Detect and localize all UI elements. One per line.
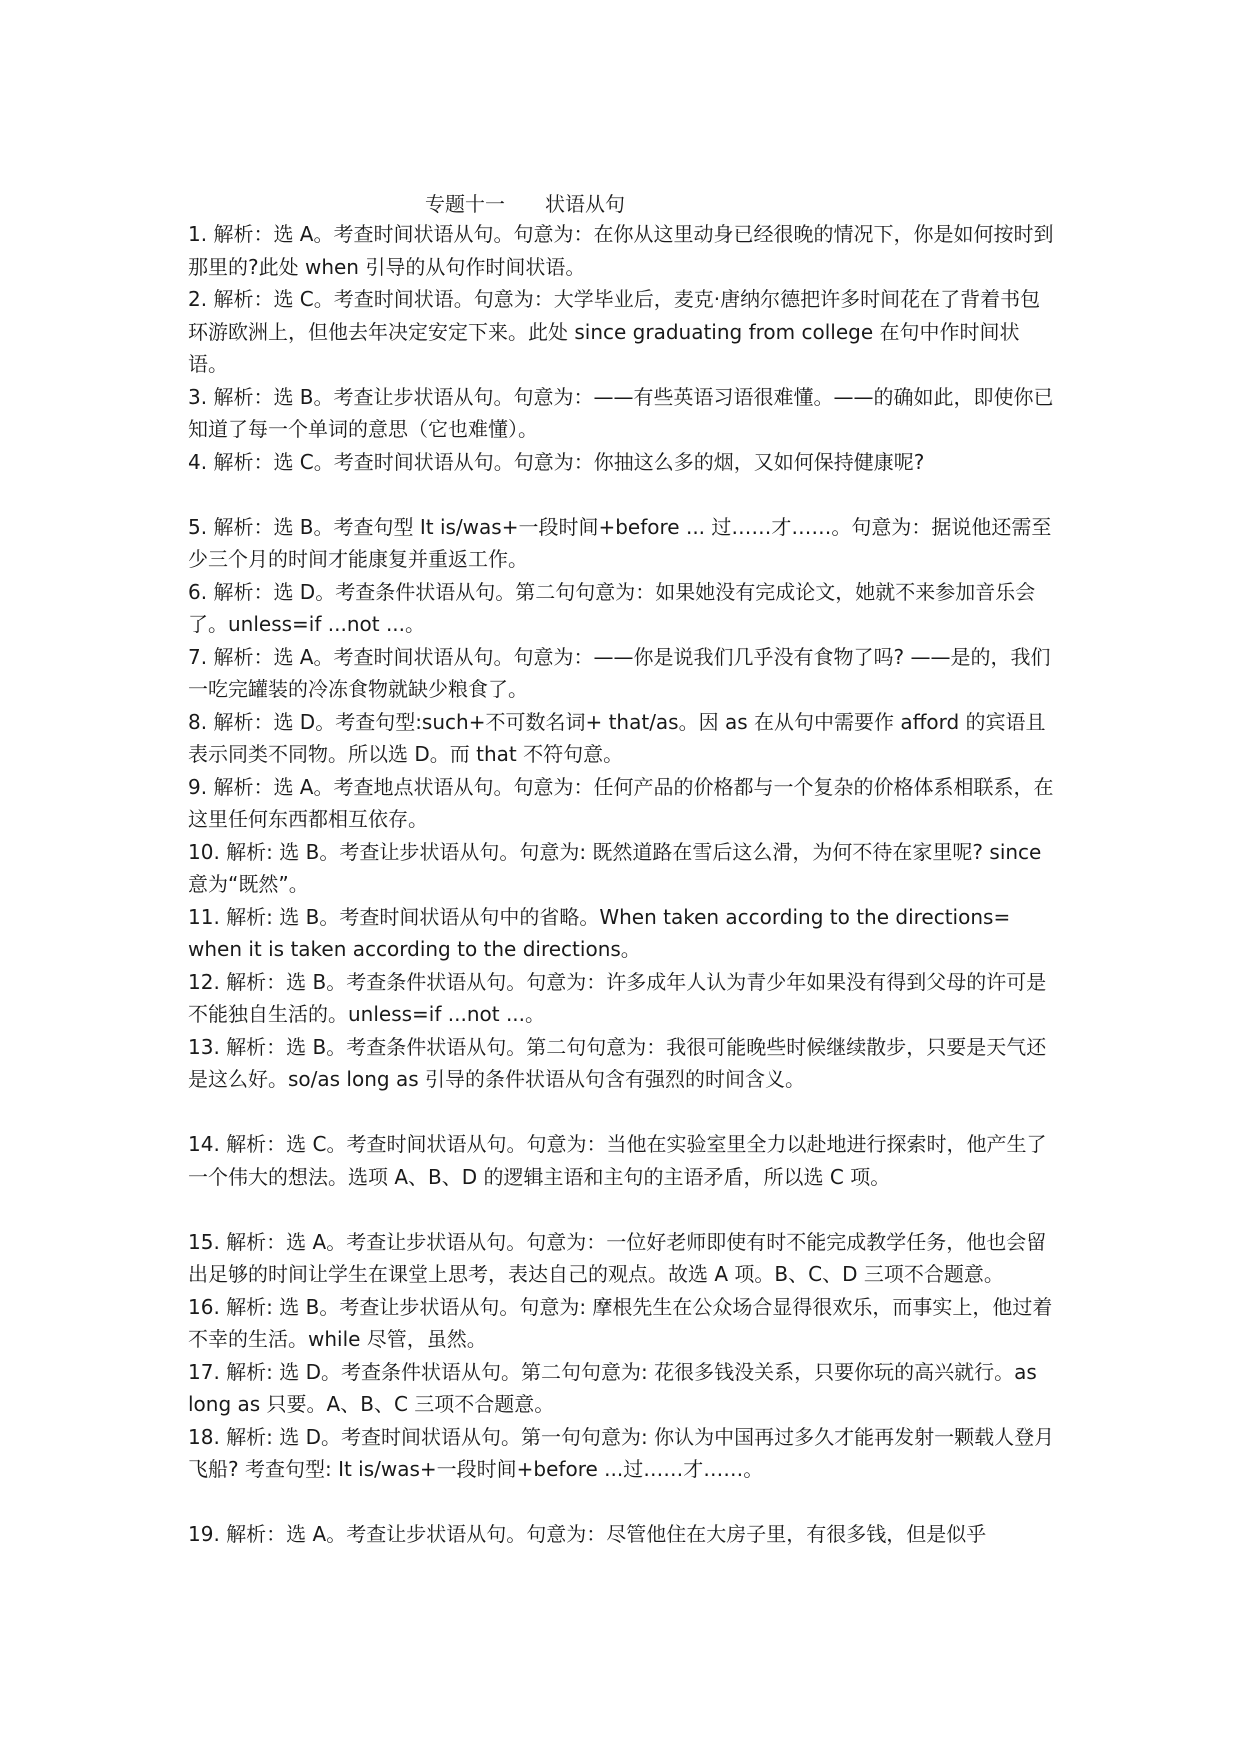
answer-item: 19. 解析：选 A。考查让步状语从句。句意为：尽管他住在大房子里，有很多钱，但是似乎 <box>188 1522 987 1546</box>
answer-item: 16. 解析: 选 B。考查让步状语从句。句意为: 摩根先生在公众场合显得很欢乐，而事实上，他过着不幸的生活。while 尽管，虽然。 <box>188 1294 1053 1351</box>
blank-line <box>188 1486 1058 1519</box>
blank-line <box>188 1096 1058 1129</box>
answer-item: 17. 解析: 选 D。考查条件状语从句。第二句句意为: 花很多钱没关系，只要你玩的高兴就行。as long as 只要。A、B、C 三项不合题意。 <box>188 1359 1037 1416</box>
answer-list <box>188 218 1058 1551</box>
answer-item: 13. 解析：选 B。考查条件状语从句。第二句句意为：我很可能晚些时候继续散步，只要是天气还是这么好。so/as long as 引导的条件状语从句含有强烈的时间含义。 <box>188 1034 1047 1091</box>
answer-item: 5. 解析：选 B。考查句型 It is/was+一段时间+before ... 过……才……。句意为：据说他还需至少三个月的时间才能康复并重返工作。 <box>188 514 1052 571</box>
answer-item: 10. 解析: 选 B。考查让步状语从句。句意为: 既然道路在雪后这么滑，为何不待在家里呢? since 意为“既然”。 <box>188 839 1042 896</box>
answer-item: 6. 解析：选 D。考查条件状语从句。第二句句意为：如果她没有完成论文，她就不来参加音乐会了。unless=if ...not ...。 <box>188 579 1036 636</box>
blank-line <box>188 1193 1058 1226</box>
answer-item: 11. 解析: 选 B。考查时间状语从句中的省略。When taken according to the directions= when it is taken according to the directions。 <box>188 904 1011 961</box>
answer-item: 4. 解析：选 C。考查时间状语从句。句意为：你抽这么多的烟，又如何保持健康呢? <box>188 449 925 474</box>
answer-item: 15. 解析：选 A。考查让步状语从句。句意为：一位好老师即使有时不能完成教学任务，他也会留出足够的时间让学生在课堂上思考，表达自己的观点。故选 A 项。B、C、D 三项不合题意。 <box>188 1229 1047 1286</box>
answer-item: 3. 解析：选 B。考查让步状语从句。句意为：——有些英语习语很难懂。——的确如此，即使你已知道了每一个单词的意思（它也难懂）。 <box>188 384 1054 441</box>
answer-item: 14. 解析：选 C。考查时间状语从句。句意为：当他在实验室里全力以赴地进行探索时，他产生了一个伟大的想法。选项 A、B、D 的逻辑主语和主句的主语矛盾，所以选 C 项。 <box>188 1132 1047 1189</box>
answer-item: 9. 解析：选 A。考查地点状语从句。句意为：任何产品的价格都与一个复杂的价格体系相联系，在这里任何东西都相互依存。 <box>188 774 1054 831</box>
answer-item: 18. 解析: 选 D。考查时间状语从句。第一句句意为: 你认为中国再过多久才能再发射一颗载人登月飞船? 考查句型: It is/was+一段时间+before ...过……才……。 <box>188 1424 1055 1481</box>
answer-item: 12. 解析：选 B。考查条件状语从句。句意为：许多成年人认为青少年如果没有得到父母的许可是不能独自生活的。unless=if ...not ...。 <box>188 969 1047 1026</box>
answer-item: 1. 解析：选 A。考查时间状语从句。句意为：在你从这里动身已经很晚的情况下，你是如何按时到那里的?此处 when 引导的从句作时间状语。 <box>188 222 1054 279</box>
blank-line <box>188 478 1058 511</box>
answer-item: 8. 解析：选 D。考查句型:such+不可数名词+ that/as。因 as 在从句中需要作 afford 的宾语且表示同类不同物。所以选 D。而 that 不符句意。 <box>188 709 1046 766</box>
page-title: 专题十一 状语从句 <box>425 192 625 216</box>
answer-item: 2. 解析：选 C。考查时间状语。句意为：大学毕业后，麦克·唐纳尔德把许多时间花在了背着书包环游欧洲上，但他去年决定安定下来。此处 since graduating from college 在句中作时间状语。 <box>188 287 1041 376</box>
answer-item: 7. 解析：选 A。考查时间状语从句。句意为：——你是说我们几乎没有食物了吗? ——是的，我们一吃完罐装的冷冻食物就缺少粮食了。 <box>188 644 1051 701</box>
